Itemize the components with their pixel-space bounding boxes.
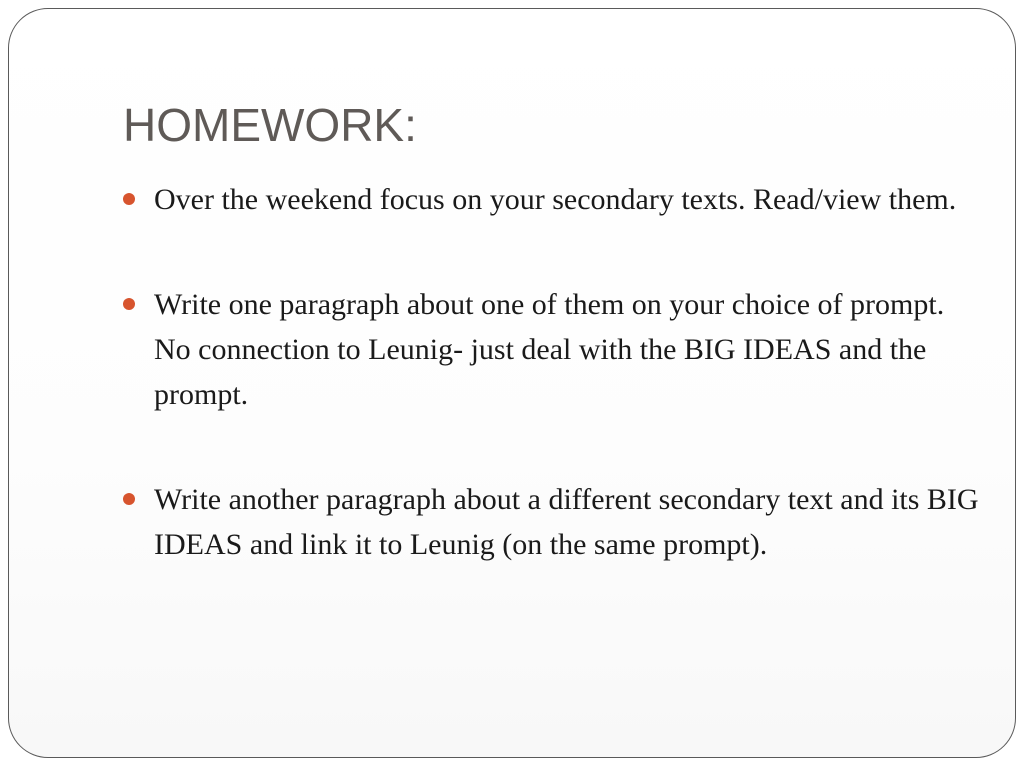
bullet-list xyxy=(123,177,983,567)
bullet-dot-icon xyxy=(123,193,135,205)
bullet-text: Write another paragraph about a different secondary text and its BIG IDEAS and link it to Leunig (on the same prompt). xyxy=(154,483,979,561)
slide xyxy=(8,8,1016,758)
bullet-item xyxy=(123,282,983,417)
bullet-text: Over the weekend focus on your secondary texts. Read/view them. xyxy=(154,183,957,216)
bullet-dot-icon xyxy=(123,493,135,505)
bullet-item xyxy=(123,177,983,222)
bullet-dot-icon xyxy=(123,298,135,310)
slide-title: HOMEWORK: xyxy=(123,99,417,151)
bullet-item xyxy=(123,477,983,567)
bullet-text: Write one paragraph about one of them on your choice of prompt. No connection to Leunig- just deal with the BIG IDEAS and the prompt. xyxy=(154,288,945,411)
